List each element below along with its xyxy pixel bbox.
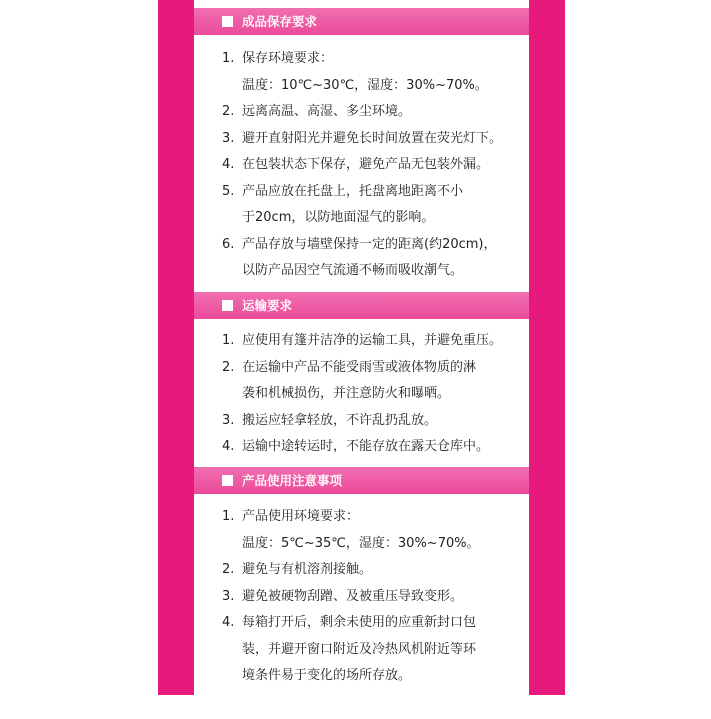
list-item: 以防产品因空气流通不畅而吸收潮气。	[242, 263, 464, 278]
list-item: 6. 产品存放与墙壁保持一定的距离(约20cm)，	[222, 236, 497, 252]
list-item: 境条件易于变化的场所存放。	[242, 668, 412, 683]
square-bullet-icon	[222, 475, 233, 486]
right-accent-bar	[529, 0, 565, 695]
list-item: 温度：5℃~35℃，湿度：30%~70%。	[242, 535, 480, 551]
section-header-transport	[194, 292, 529, 319]
section-title: 运输要求	[242, 298, 293, 313]
list-item: 温度：10℃~30℃，湿度：30%~70%。	[242, 77, 488, 93]
list-item: 5. 产品应放在托盘上，托盘离地距离不小	[222, 183, 464, 199]
list-item: 于20cm，以防地面湿气的影响。	[242, 210, 435, 225]
square-bullet-icon	[222, 300, 233, 311]
usage-notes-list	[222, 504, 522, 690]
list-item: 3. 避开直射阳光并避免长时间放置在荧光灯下。	[222, 130, 503, 146]
list-item: 1. 产品使用环境要求：	[222, 509, 360, 524]
list-item: 4. 运输中途转运时，不能存放在露天仓库中。	[222, 439, 490, 454]
list-item: 3. 搬运应轻拿轻放，不许乱扔乱放。	[222, 412, 438, 428]
storage-requirements-list	[222, 46, 522, 285]
list-item: 2. 远离高温、高湿、多尘环境。	[222, 104, 412, 119]
section-title: 成品保存要求	[242, 14, 318, 29]
square-bullet-icon	[222, 16, 233, 27]
list-item: 袭和机械损伤，并注意防火和曝晒。	[242, 386, 451, 401]
list-item: 2. 在运输中产品不能受雨雪或液体物质的淋	[222, 359, 477, 375]
list-item: 1. 保存环境要求：	[222, 51, 334, 66]
left-accent-bar	[158, 0, 194, 695]
list-item: 4. 每箱打开后，剩余未使用的应重新封口包	[222, 615, 477, 630]
list-item: 1. 应使用有篷并洁净的运输工具，并避免重压。	[222, 333, 503, 348]
section-header-usage-notes	[194, 467, 529, 494]
section-title: 产品使用注意事项	[242, 473, 343, 488]
list-item: 3. 避免被硬物刮蹭、及被重压导致变形。	[222, 588, 464, 604]
section-header-storage	[194, 8, 529, 35]
list-item: 4. 在包装状态下保存，避免产品无包装外漏。	[222, 157, 490, 172]
transport-requirements-list	[222, 328, 522, 461]
document-panel	[194, 0, 529, 695]
list-item: 2. 避免与有机溶剂接触。	[222, 562, 373, 577]
list-item: 装，并避开窗口附近及冷热风机附近等环	[242, 641, 477, 657]
